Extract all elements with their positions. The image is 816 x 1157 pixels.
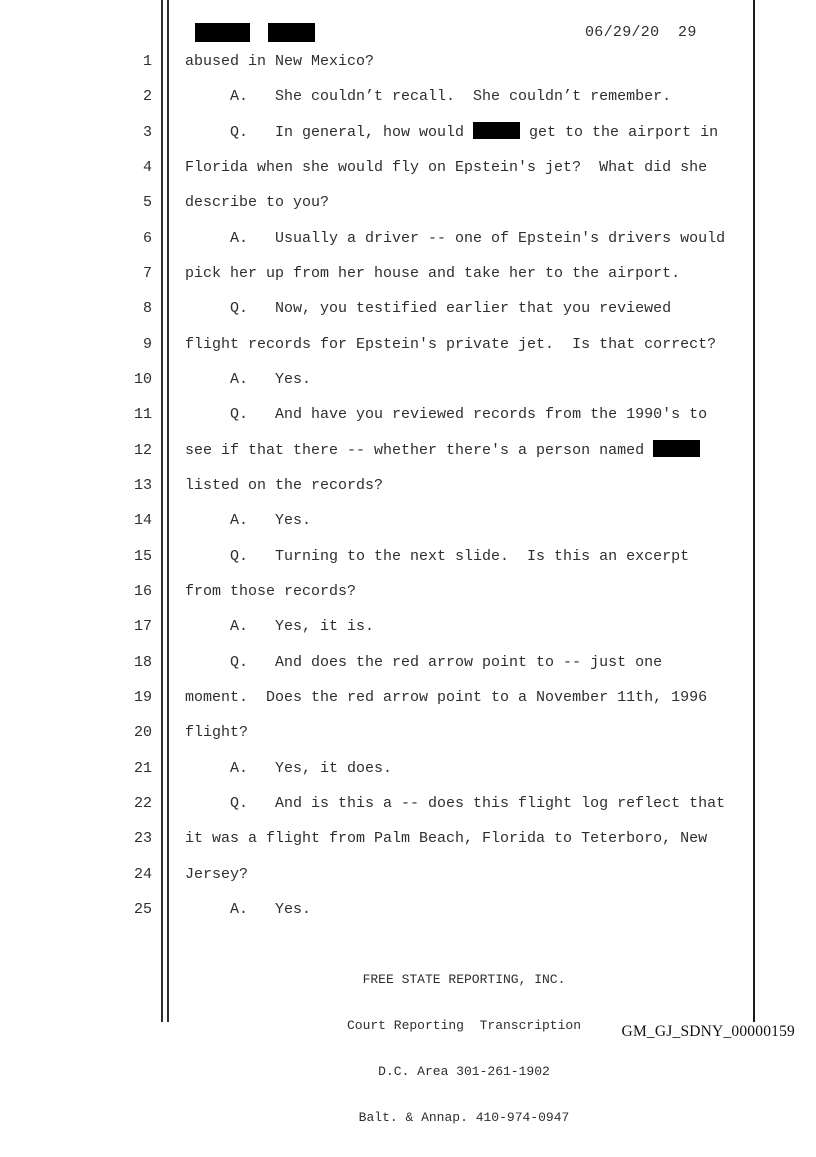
line-number: 7 [142,264,152,282]
line-text: Jersey? [185,865,249,883]
line-text: it was a flight from Palm Beach, Florida to Teterboro, New [185,830,708,848]
bates-number: GM_GJ_SDNY_00000159 [621,1023,795,1040]
transcript-line [0,150,753,185]
line-text: moment. Does the red arrow point to a November 11th, 1996 [185,688,708,706]
line-number: 19 [133,688,152,706]
line-number: 20 [133,724,152,742]
header-spacer [659,24,678,41]
header-date: 06/29/20 [585,24,660,41]
line-number: 2 [142,88,152,106]
line-number: 24 [133,865,152,883]
line-text: pick her up from her house and take her to the airport. [185,264,681,282]
footer-phone-dc: D.C. Area 301-261-1902 [378,1064,550,1080]
line-number: 14 [133,512,152,530]
line-number: 25 [133,900,152,918]
line-number: 18 [133,653,152,671]
transcript-line [0,645,753,680]
transcript-line [0,397,753,432]
transcript-lines [0,44,753,927]
line-text: Q. In general, how would get to the airport in [185,123,719,141]
line-text: flight? [185,724,249,742]
header-redactions [195,23,315,42]
line-text: A. Yes. [185,370,312,388]
line-number: 9 [142,335,152,353]
line-number: 22 [133,794,152,812]
line-number: 15 [133,547,152,565]
reporter-footer [186,941,742,1157]
transcript-line [0,680,753,715]
line-number: 21 [133,759,152,777]
redaction-box [195,23,250,42]
transcript-line [0,609,753,644]
transcript-line [0,185,753,220]
transcript-line [0,79,753,114]
line-text: describe to you? [185,194,330,212]
transcript-line [0,892,753,927]
line-number: 3 [142,123,152,141]
line-text: A. She couldn’t recall. She couldn’t remember. [185,88,672,106]
line-number: 10 [133,370,152,388]
line-number: 17 [133,618,152,636]
header-page-number: 29 [678,24,697,41]
line-text: from those records? [185,582,357,600]
line-number: 11 [133,406,152,424]
redaction-box [268,23,315,42]
redaction-box [653,440,700,457]
line-text: A. Yes. [185,512,312,530]
footer-phone-balt: Balt. & Annap. 410-974-0947 [358,1110,570,1126]
transcript-line [0,256,753,291]
footer-services: Court Reporting Transcription [346,1018,582,1034]
transcript-line [0,44,753,79]
line-text: Florida when she would fly on Epstein's jet? What did she [185,158,708,176]
header-meta [585,24,697,41]
footer-company: FREE STATE REPORTING, INC. [362,971,566,987]
redaction-box [473,122,520,139]
transcript-line [0,821,753,856]
line-number: 6 [142,229,152,247]
transcript-line [0,221,753,256]
line-text: abused in New Mexico? [185,53,375,70]
line-text: listed on the records? [185,476,384,494]
line-number: 8 [142,300,152,318]
transcript-line [0,468,753,503]
line-text: Q. Turning to the next slide. Is this an excerpt [185,547,690,565]
transcript-line [0,433,753,468]
line-text: A. Yes, it is. [185,618,375,636]
transcript-line [0,857,753,892]
line-number: 1 [142,53,152,70]
transcript-line [0,362,753,397]
transcript-line [0,574,753,609]
line-text: flight records for Epstein's private jet. Is that correct? [185,335,717,353]
line-text: see if that there -- whether there's a person named [185,433,700,468]
line-number: 16 [133,582,152,600]
line-text: A. Yes. [185,900,312,918]
transcript-line [0,715,753,750]
transcript-line [0,503,753,538]
transcript-line [0,115,753,150]
transcript-line [0,327,753,362]
line-text: Q. And is this a -- does this flight log reflect that [185,794,726,812]
line-number: 13 [133,476,152,494]
transcript-line [0,291,753,326]
transcript-line [0,786,753,821]
line-number: 4 [142,158,152,176]
line-text: Q. And does the red arrow point to -- just one [185,653,663,671]
line-text: A. Yes, it does. [185,759,393,777]
right-rule [753,0,755,1022]
transcript-line [0,539,753,574]
transcript-line [0,751,753,786]
line-number: 23 [133,830,152,848]
line-text: Q. And have you reviewed records from the 1990's to [185,406,708,424]
line-number: 5 [142,194,152,212]
line-text: Q. Now, you testified earlier that you reviewed [185,300,672,318]
line-text: A. Usually a driver -- one of Epstein's drivers would [185,229,726,247]
line-number: 12 [133,441,152,459]
